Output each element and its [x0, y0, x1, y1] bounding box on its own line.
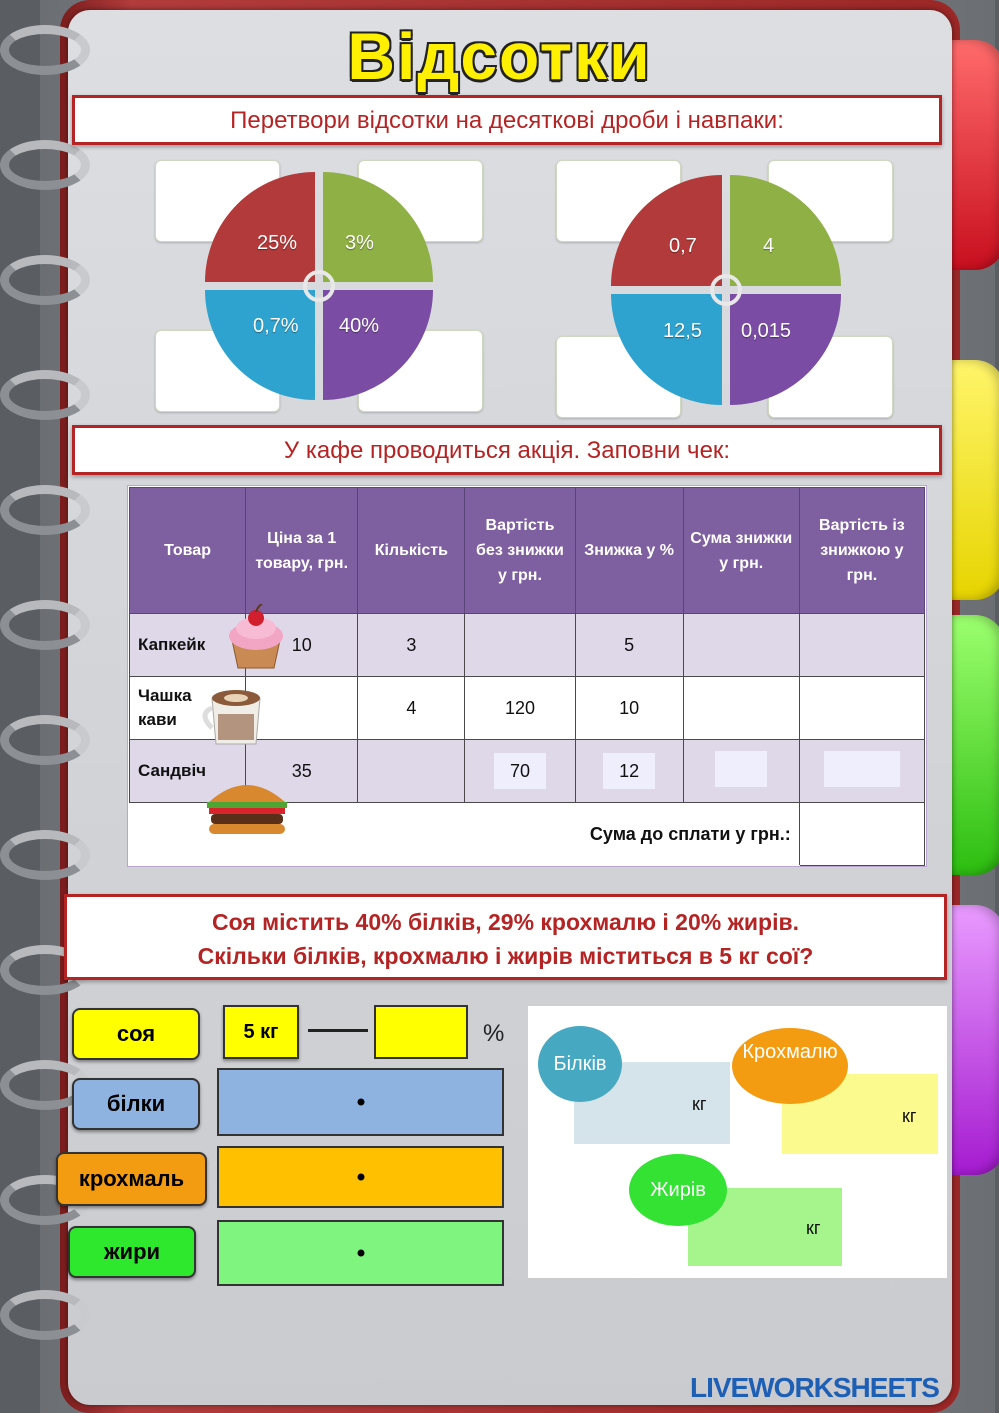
col-header: Вартість із знижкою у грн.: [799, 488, 924, 614]
pie-label: 40%: [339, 315, 380, 337]
task3-line2: Скільки білків, крохмалю і жирів міститься в 5 кг сої?: [197, 943, 814, 969]
unit-kg: кг: [902, 1106, 917, 1126]
mass-percent-line: [308, 1029, 368, 1032]
pie-label: 0,7: [669, 235, 697, 257]
pie-label: 0,015: [741, 320, 792, 342]
total-input[interactable]: [799, 677, 924, 740]
total-input[interactable]: [799, 614, 924, 677]
starch-label: крохмаль: [56, 1152, 207, 1206]
col-header: Вартість без знижки у грн.: [465, 488, 575, 614]
fat-oval: Жирів: [629, 1154, 727, 1226]
pie-label: 0,7%: [253, 315, 299, 337]
answers-panel: [528, 1006, 947, 1278]
total-input[interactable]: [824, 751, 900, 787]
total-label: Сума до сплати у грн.:: [130, 803, 800, 866]
binder-ring-icon: [0, 485, 90, 535]
price-cell: 35: [246, 740, 358, 803]
protein-label: білки: [72, 1078, 200, 1130]
binder-ring-icon: [0, 830, 90, 880]
task3-line1: Соя містить 40% білків, 29% крохмалю і 20% жирів.: [211, 909, 800, 935]
qty-cell: 4: [358, 677, 465, 740]
soy-mass: 5 кг: [223, 1005, 299, 1059]
discount-sum-input[interactable]: [683, 677, 799, 740]
discount-cell: 10: [575, 677, 683, 740]
percent-pie: [205, 172, 433, 400]
qty-input[interactable]: [358, 740, 465, 803]
binder-ring-icon: [0, 370, 90, 420]
discount-sum-input[interactable]: [715, 751, 767, 787]
full-price-cell: 120: [465, 677, 575, 740]
starch-calc-input[interactable]: [217, 1146, 504, 1208]
item-name: Капкейк: [130, 614, 246, 677]
decimal-pie: [611, 175, 841, 405]
page-title: Відсотки: [347, 19, 652, 93]
multiply-dot-icon: [357, 1250, 364, 1257]
unit-kg: кг: [692, 1094, 707, 1114]
task3-instruction: [64, 894, 947, 980]
pie-label: 25%: [257, 232, 298, 254]
fat-label: жири: [68, 1226, 196, 1278]
qty-cell: 3: [358, 614, 465, 677]
soy-percent-input[interactable]: [374, 1005, 468, 1059]
pie-label: 4: [763, 235, 775, 257]
binder-ring-icon: [0, 1290, 90, 1340]
col-header: Товар: [130, 488, 246, 614]
soy-label: соя: [72, 1008, 200, 1060]
discount-cell: 5: [575, 614, 683, 677]
col-header: Знижка у %: [575, 488, 683, 614]
col-header: Ціна за 1 товару, грн.: [246, 488, 358, 614]
pie-label: 3%: [345, 232, 374, 254]
multiply-dot-icon: [357, 1174, 364, 1181]
full-price-cell: 70: [494, 753, 546, 789]
pie-label: 12,5: [663, 320, 702, 342]
percent-sign: %: [483, 1020, 505, 1047]
col-header: Кількість: [358, 488, 465, 614]
task1-instruction: Перетвори відсотки на десяткові дроби і навпаки:: [72, 95, 942, 145]
binder-ring-icon: [0, 600, 90, 650]
full-price-input[interactable]: [465, 614, 575, 677]
discount-sum-input[interactable]: [683, 614, 799, 677]
cupcake-icon: [226, 604, 286, 670]
protein-oval: Білків: [538, 1026, 622, 1102]
col-header: Сума знижки у грн.: [683, 488, 799, 614]
price-cell: 10: [246, 614, 358, 677]
task2-instruction: У кафе проводиться акція. Заповни чек:: [72, 425, 942, 475]
coffee-cup-icon: [198, 684, 278, 750]
burger-icon: [203, 774, 291, 836]
starch-oval: Крохмалю: [732, 1028, 848, 1104]
liveworksheets-logo: LIVEWORKSHEETS: [690, 1372, 939, 1403]
fat-calc-input[interactable]: [217, 1220, 504, 1286]
item-name: Чашка кави: [130, 677, 246, 740]
item-name: Сандвіч: [130, 740, 246, 803]
binder-ring-icon: [0, 140, 90, 190]
multiply-dot-icon: [357, 1099, 364, 1106]
protein-calc-input[interactable]: [217, 1068, 504, 1136]
binder-ring-icon: [0, 715, 90, 765]
binder-ring-icon: [0, 255, 90, 305]
discount-cell: 12: [603, 753, 655, 789]
grand-total-input[interactable]: [799, 803, 924, 866]
unit-kg: кг: [806, 1218, 821, 1238]
